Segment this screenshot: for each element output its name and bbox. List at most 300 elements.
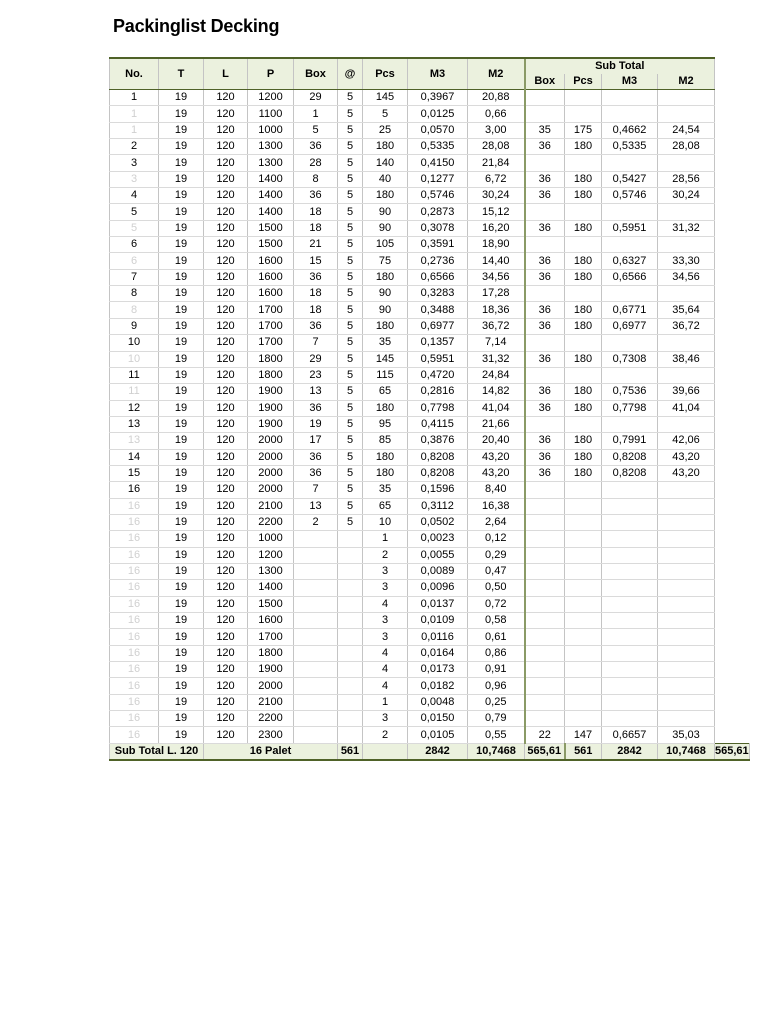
- cell-sub-m2: [658, 286, 715, 302]
- table-row: [110, 384, 750, 400]
- cell-m3: 0,0096: [408, 580, 468, 596]
- cell-sub-m2: [658, 335, 715, 351]
- cell-pcs: 90: [363, 302, 408, 318]
- cell-sub-m3: [602, 645, 658, 661]
- cell-sub-box: 36: [525, 400, 565, 416]
- cell-p: 2000: [248, 482, 294, 498]
- cell-m3: 0,3591: [408, 237, 468, 253]
- cell-box: 36: [294, 449, 338, 465]
- cell-sub-box: [525, 711, 565, 727]
- cell-l: 120: [204, 269, 248, 285]
- cell-sub-m2: [658, 106, 715, 122]
- cell-sub-m2: 35,64: [658, 302, 715, 318]
- cell-t: 19: [159, 351, 204, 367]
- cell-sub-box: [525, 482, 565, 498]
- cell-sub-m3: 0,5427: [602, 171, 658, 187]
- cell-l: 120: [204, 629, 248, 645]
- cell-sub-m2: [658, 629, 715, 645]
- cell-p: 2000: [248, 465, 294, 481]
- cell-pcs: 1: [363, 531, 408, 547]
- cell-m2: 0,58: [468, 613, 525, 629]
- cell-sub-pcs: [565, 90, 602, 106]
- cell-at: [338, 580, 363, 596]
- cell-at: 5: [338, 122, 363, 138]
- cell-sub-m2: 24,54: [658, 122, 715, 138]
- cell-sub-box: [525, 416, 565, 432]
- cell-m3: 0,0023: [408, 531, 468, 547]
- subtotal-sub-m3: 10,7468: [658, 743, 715, 760]
- cell-sub-pcs: 180: [565, 302, 602, 318]
- cell-m3: 0,0182: [408, 678, 468, 694]
- cell-at: [338, 711, 363, 727]
- cell-m2: 2,64: [468, 514, 525, 530]
- cell-box: 17: [294, 433, 338, 449]
- table-row: [110, 694, 750, 710]
- cell-m3: 0,0089: [408, 563, 468, 579]
- subtotal-row: [110, 743, 750, 760]
- cell-sub-pcs: [565, 335, 602, 351]
- subtotal-box: 561: [338, 743, 363, 760]
- cell-pcs: 4: [363, 645, 408, 661]
- cell-sub-pcs: 180: [565, 269, 602, 285]
- cell-sub-m2: [658, 90, 715, 106]
- table-row: [110, 204, 750, 220]
- cell-m3: 0,0048: [408, 694, 468, 710]
- cell-pcs: 145: [363, 90, 408, 106]
- cell-sub-box: [525, 645, 565, 661]
- cell-box: [294, 678, 338, 694]
- cell-sub-pcs: [565, 531, 602, 547]
- cell-l: 120: [204, 367, 248, 383]
- cell-no: 7: [110, 269, 159, 285]
- cell-l: 120: [204, 449, 248, 465]
- cell-at: [338, 547, 363, 563]
- cell-p: 1500: [248, 596, 294, 612]
- cell-t: 19: [159, 645, 204, 661]
- cell-at: 5: [338, 335, 363, 351]
- cell-sub-pcs: [565, 613, 602, 629]
- cell-m3: 0,2736: [408, 253, 468, 269]
- cell-sub-m2: [658, 237, 715, 253]
- cell-box: [294, 629, 338, 645]
- cell-l: 120: [204, 188, 248, 204]
- header-p: P: [248, 58, 294, 90]
- cell-sub-box: [525, 498, 565, 514]
- header-at: @: [338, 58, 363, 90]
- cell-m2: 3,00: [468, 122, 525, 138]
- cell-sub-m3: [602, 237, 658, 253]
- cell-at: 5: [338, 220, 363, 236]
- cell-l: 120: [204, 139, 248, 155]
- cell-p: 1700: [248, 302, 294, 318]
- cell-sub-pcs: 180: [565, 449, 602, 465]
- table-row: [110, 449, 750, 465]
- cell-m2: 0,91: [468, 662, 525, 678]
- cell-m2: 43,20: [468, 465, 525, 481]
- cell-sub-pcs: [565, 645, 602, 661]
- cell-pcs: 180: [363, 188, 408, 204]
- cell-box: [294, 531, 338, 547]
- cell-sub-box: 36: [525, 449, 565, 465]
- cell-sub-m2: [658, 482, 715, 498]
- cell-m3: 0,1277: [408, 171, 468, 187]
- cell-pcs: 115: [363, 367, 408, 383]
- cell-p: 1500: [248, 237, 294, 253]
- cell-no: 16: [110, 694, 159, 710]
- cell-sub-pcs: [565, 204, 602, 220]
- header-no: No.: [110, 58, 159, 90]
- cell-m3: 0,4150: [408, 155, 468, 171]
- cell-at: [338, 678, 363, 694]
- cell-pcs: 25: [363, 122, 408, 138]
- table-row: [110, 253, 750, 269]
- cell-box: 15: [294, 253, 338, 269]
- cell-l: 120: [204, 106, 248, 122]
- cell-l: 120: [204, 220, 248, 236]
- cell-sub-pcs: 180: [565, 433, 602, 449]
- cell-at: 5: [338, 416, 363, 432]
- cell-pcs: 65: [363, 498, 408, 514]
- cell-sub-pcs: [565, 367, 602, 383]
- table-row: [110, 188, 750, 204]
- cell-sub-box: 35: [525, 122, 565, 138]
- cell-at: [338, 645, 363, 661]
- cell-p: 1900: [248, 384, 294, 400]
- table-body: [110, 90, 750, 744]
- table-row: [110, 465, 750, 481]
- cell-at: [338, 629, 363, 645]
- cell-sub-box: 36: [525, 253, 565, 269]
- cell-box: 19: [294, 416, 338, 432]
- cell-t: 19: [159, 514, 204, 530]
- cell-t: 19: [159, 253, 204, 269]
- cell-p: 1100: [248, 106, 294, 122]
- table-row: [110, 547, 750, 563]
- cell-sub-m2: [658, 613, 715, 629]
- cell-no: 3: [110, 171, 159, 187]
- cell-p: 1700: [248, 335, 294, 351]
- cell-no: 1: [110, 90, 159, 106]
- table-row: [110, 286, 750, 302]
- cell-sub-m2: [658, 645, 715, 661]
- cell-sub-m3: [602, 662, 658, 678]
- cell-at: 5: [338, 188, 363, 204]
- cell-box: [294, 694, 338, 710]
- cell-sub-box: [525, 596, 565, 612]
- cell-sub-m3: 0,7798: [602, 400, 658, 416]
- cell-m2: 24,84: [468, 367, 525, 383]
- cell-pcs: 145: [363, 351, 408, 367]
- cell-no: 6: [110, 253, 159, 269]
- table-row: [110, 318, 750, 334]
- cell-box: 36: [294, 465, 338, 481]
- header-sub-m2: M2: [658, 74, 715, 90]
- cell-no: 13: [110, 433, 159, 449]
- cell-m3: 0,0116: [408, 629, 468, 645]
- cell-pcs: 180: [363, 465, 408, 481]
- cell-sub-box: 36: [525, 318, 565, 334]
- cell-l: 120: [204, 416, 248, 432]
- header-sub-box: Box: [525, 74, 565, 90]
- cell-sub-box: 36: [525, 269, 565, 285]
- cell-sub-box: [525, 531, 565, 547]
- cell-t: 19: [159, 433, 204, 449]
- cell-at: [338, 662, 363, 678]
- cell-t: 19: [159, 155, 204, 171]
- subtotal-pcs: 2842: [408, 743, 468, 760]
- cell-l: 120: [204, 351, 248, 367]
- cell-pcs: 90: [363, 286, 408, 302]
- cell-m2: 41,04: [468, 400, 525, 416]
- cell-no: 16: [110, 498, 159, 514]
- cell-no: 8: [110, 302, 159, 318]
- table-row: [110, 514, 750, 530]
- cell-sub-pcs: 180: [565, 318, 602, 334]
- cell-no: 16: [110, 645, 159, 661]
- cell-box: 18: [294, 204, 338, 220]
- cell-t: 19: [159, 237, 204, 253]
- cell-sub-m2: [658, 662, 715, 678]
- cell-m2: 31,32: [468, 351, 525, 367]
- cell-t: 19: [159, 727, 204, 743]
- cell-sub-m2: [658, 694, 715, 710]
- cell-no: 11: [110, 384, 159, 400]
- cell-l: 120: [204, 335, 248, 351]
- cell-sub-m3: [602, 286, 658, 302]
- subtotal-sub-pcs: 2842: [602, 743, 658, 760]
- cell-sub-pcs: [565, 155, 602, 171]
- subtotal-palet: 16 Palet: [204, 743, 338, 760]
- subtotal-m2: 565,61: [525, 743, 565, 760]
- cell-at: [338, 613, 363, 629]
- cell-no: 9: [110, 318, 159, 334]
- cell-l: 120: [204, 286, 248, 302]
- cell-sub-m2: 34,56: [658, 269, 715, 285]
- cell-t: 19: [159, 580, 204, 596]
- cell-t: 19: [159, 531, 204, 547]
- cell-t: 19: [159, 662, 204, 678]
- cell-m3: 0,4720: [408, 367, 468, 383]
- cell-box: 28: [294, 155, 338, 171]
- cell-sub-pcs: [565, 580, 602, 596]
- cell-sub-m2: [658, 596, 715, 612]
- cell-p: 2200: [248, 711, 294, 727]
- cell-pcs: 4: [363, 678, 408, 694]
- cell-m2: 28,08: [468, 139, 525, 155]
- cell-l: 120: [204, 547, 248, 563]
- cell-sub-m3: 0,6771: [602, 302, 658, 318]
- cell-p: 1700: [248, 318, 294, 334]
- cell-sub-box: 36: [525, 302, 565, 318]
- cell-box: 18: [294, 302, 338, 318]
- cell-l: 120: [204, 302, 248, 318]
- cell-sub-m3: 0,5746: [602, 188, 658, 204]
- cell-no: 3: [110, 155, 159, 171]
- subtotal-sub-m2: 565,61: [715, 743, 750, 760]
- cell-p: 1800: [248, 645, 294, 661]
- cell-sub-m3: [602, 416, 658, 432]
- table-row: [110, 106, 750, 122]
- cell-sub-pcs: [565, 711, 602, 727]
- cell-at: 5: [338, 171, 363, 187]
- table-row: [110, 498, 750, 514]
- cell-sub-m3: [602, 694, 658, 710]
- table-row: [110, 90, 750, 106]
- cell-l: 120: [204, 90, 248, 106]
- cell-sub-m2: [658, 580, 715, 596]
- cell-sub-m2: [658, 514, 715, 530]
- table-row: [110, 678, 750, 694]
- cell-pcs: 95: [363, 416, 408, 432]
- cell-sub-box: [525, 90, 565, 106]
- cell-m2: 34,56: [468, 269, 525, 285]
- table-row: [110, 416, 750, 432]
- cell-pcs: 180: [363, 449, 408, 465]
- subtotal-at: [363, 743, 408, 760]
- cell-at: 5: [338, 237, 363, 253]
- cell-at: 5: [338, 465, 363, 481]
- cell-l: 120: [204, 645, 248, 661]
- cell-sub-box: 36: [525, 433, 565, 449]
- cell-m3: 0,0125: [408, 106, 468, 122]
- cell-m3: 0,2873: [408, 204, 468, 220]
- cell-m3: 0,3876: [408, 433, 468, 449]
- cell-at: [338, 596, 363, 612]
- cell-p: 1300: [248, 563, 294, 579]
- cell-sub-m3: [602, 155, 658, 171]
- cell-p: 2100: [248, 498, 294, 514]
- cell-sub-m2: [658, 711, 715, 727]
- cell-t: 19: [159, 416, 204, 432]
- cell-sub-pcs: [565, 678, 602, 694]
- cell-box: 29: [294, 90, 338, 106]
- cell-m3: 0,6566: [408, 269, 468, 285]
- cell-sub-box: [525, 335, 565, 351]
- cell-sub-m3: 0,7308: [602, 351, 658, 367]
- cell-sub-pcs: 180: [565, 171, 602, 187]
- cell-box: [294, 613, 338, 629]
- cell-box: 23: [294, 367, 338, 383]
- cell-no: 15: [110, 465, 159, 481]
- cell-at: 5: [338, 139, 363, 155]
- cell-sub-m3: [602, 678, 658, 694]
- cell-no: 4: [110, 188, 159, 204]
- table-row: [110, 563, 750, 579]
- cell-l: 120: [204, 531, 248, 547]
- cell-at: 5: [338, 482, 363, 498]
- cell-sub-m3: 0,7536: [602, 384, 658, 400]
- cell-at: 5: [338, 351, 363, 367]
- cell-pcs: 85: [363, 433, 408, 449]
- cell-sub-box: [525, 106, 565, 122]
- cell-sub-box: 36: [525, 139, 565, 155]
- table-row: [110, 269, 750, 285]
- cell-box: 36: [294, 139, 338, 155]
- cell-sub-m3: [602, 580, 658, 596]
- cell-l: 120: [204, 171, 248, 187]
- cell-pcs: 40: [363, 171, 408, 187]
- cell-sub-box: 36: [525, 220, 565, 236]
- cell-sub-m2: [658, 531, 715, 547]
- cell-sub-m2: [658, 367, 715, 383]
- cell-pcs: 3: [363, 563, 408, 579]
- cell-p: 1400: [248, 204, 294, 220]
- cell-m2: 43,20: [468, 449, 525, 465]
- table-row: [110, 122, 750, 138]
- cell-pcs: 90: [363, 220, 408, 236]
- packing-list-table: [109, 57, 750, 761]
- cell-box: 13: [294, 384, 338, 400]
- cell-t: 19: [159, 482, 204, 498]
- cell-l: 120: [204, 122, 248, 138]
- cell-sub-box: [525, 678, 565, 694]
- cell-m2: 21,84: [468, 155, 525, 171]
- cell-m3: 0,0570: [408, 122, 468, 138]
- cell-sub-box: [525, 286, 565, 302]
- cell-sub-box: 36: [525, 351, 565, 367]
- cell-pcs: 3: [363, 711, 408, 727]
- cell-pcs: 180: [363, 318, 408, 334]
- table-row: [110, 596, 750, 612]
- cell-sub-pcs: 180: [565, 400, 602, 416]
- cell-l: 120: [204, 580, 248, 596]
- cell-box: 36: [294, 318, 338, 334]
- header-box: Box: [294, 58, 338, 90]
- cell-t: 19: [159, 188, 204, 204]
- cell-m2: 0,12: [468, 531, 525, 547]
- cell-p: 1600: [248, 253, 294, 269]
- cell-l: 120: [204, 662, 248, 678]
- cell-t: 19: [159, 269, 204, 285]
- cell-box: 29: [294, 351, 338, 367]
- cell-sub-box: 36: [525, 188, 565, 204]
- table-row: [110, 155, 750, 171]
- cell-sub-pcs: 180: [565, 351, 602, 367]
- cell-l: 120: [204, 613, 248, 629]
- cell-t: 19: [159, 90, 204, 106]
- header-m3: M3: [408, 58, 468, 90]
- cell-pcs: 2: [363, 727, 408, 743]
- cell-pcs: 3: [363, 629, 408, 645]
- cell-p: 1900: [248, 400, 294, 416]
- cell-no: 16: [110, 629, 159, 645]
- cell-sub-m3: [602, 106, 658, 122]
- cell-pcs: 5: [363, 106, 408, 122]
- cell-m3: 0,3488: [408, 302, 468, 318]
- cell-l: 120: [204, 433, 248, 449]
- cell-m2: 0,25: [468, 694, 525, 710]
- table-row: [110, 711, 750, 727]
- cell-box: 8: [294, 171, 338, 187]
- cell-sub-m2: [658, 416, 715, 432]
- cell-at: 5: [338, 449, 363, 465]
- cell-no: 16: [110, 580, 159, 596]
- table-row: [110, 220, 750, 236]
- table-row: [110, 645, 750, 661]
- subtotal-m3: 10,7468: [468, 743, 525, 760]
- cell-t: 19: [159, 629, 204, 645]
- cell-sub-m3: [602, 514, 658, 530]
- subtotal-label: Sub Total L. 120: [110, 743, 204, 760]
- cell-sub-m3: [602, 204, 658, 220]
- cell-sub-pcs: [565, 662, 602, 678]
- header-l: L: [204, 58, 248, 90]
- table-row: [110, 580, 750, 596]
- cell-sub-box: [525, 563, 565, 579]
- cell-sub-box: [525, 613, 565, 629]
- cell-sub-m3: 0,6657: [602, 727, 658, 743]
- header-subtotal: Sub Total: [525, 58, 715, 74]
